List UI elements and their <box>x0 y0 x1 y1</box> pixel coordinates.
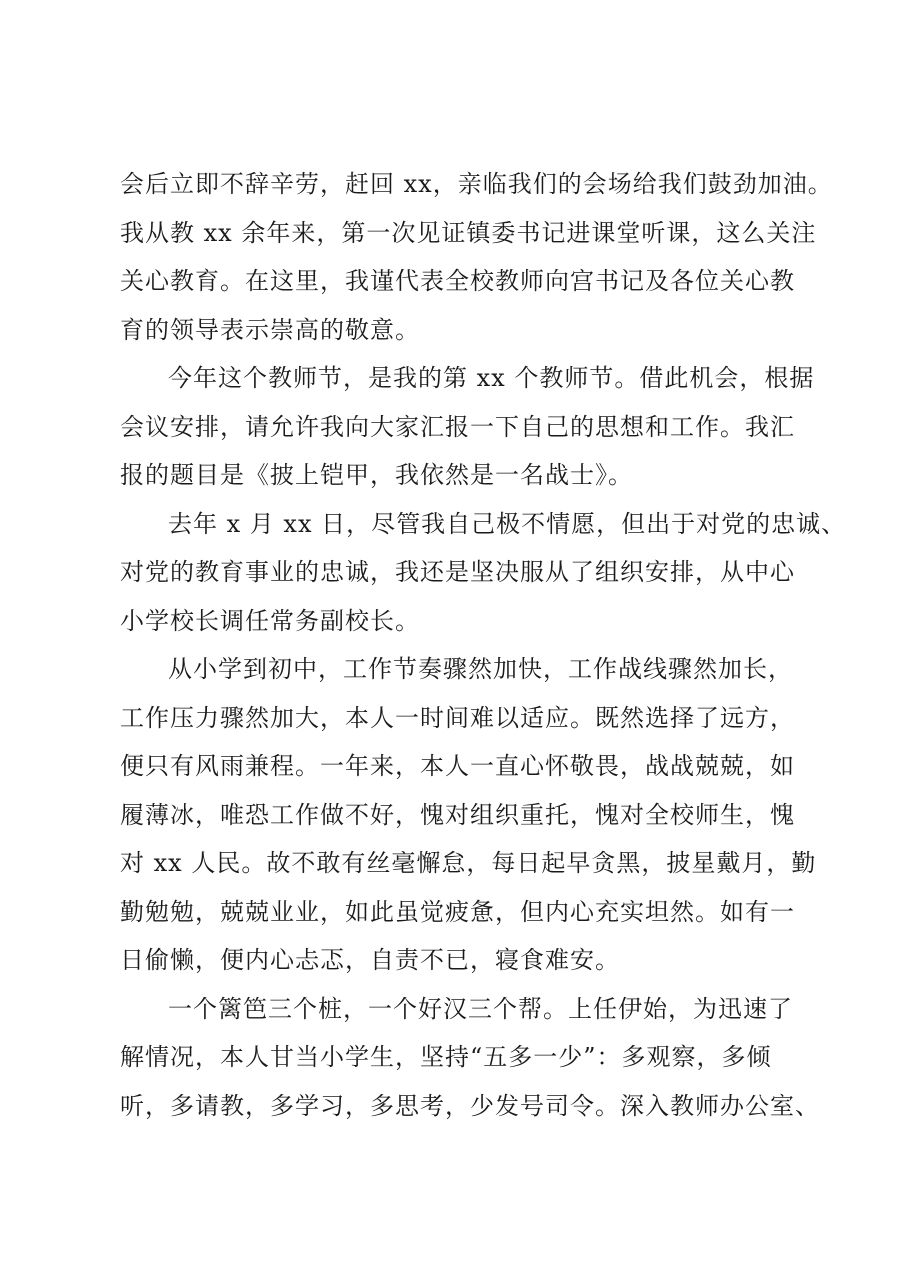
text-line: 会议安排，请允许我向大家汇报一下自己的思想和工作。我汇 <box>120 412 795 441</box>
text-line: 报的题目是《披上铠甲，我依然是一名战士》。 <box>120 461 633 489</box>
text-line: 听，多请教，多学习，多思考，少发号司令。深入教师办公室、 <box>120 1091 820 1120</box>
text-line: 对党的教育事业的忠诚，我还是坚决服从了组织安排，从中心 <box>120 558 795 586</box>
text-line: 解情况，本人甘当小学生，坚持“五多一少”：多观察，多倾 <box>120 1043 772 1071</box>
text-line: 勤勉勉，兢兢业业，如此虽觉疲惫，但内心充实坦然。如有一 <box>120 897 795 926</box>
text-line: 对 xx 人民。故不敢有丝毫懈怠，每日起早贪黑，披星戴月，勤 <box>120 849 817 877</box>
document-body <box>120 160 847 1130</box>
text-line: 便只有风雨兼程。一年来，本人一直心怀敬畏，战战兢兢，如 <box>120 752 795 780</box>
text-line: 履薄冰，唯恐工作做不好，愧对组织重托，愧对全校师生，愧 <box>120 800 795 829</box>
paragraph-first-line: 一个篱笆三个桩，一个好汉三个帮。上任伊始，为迅速了 <box>168 994 793 1023</box>
text-line: 我从教 xx 余年来，第一次见证镇委书记进课堂听课，这么关注 <box>120 218 817 247</box>
text-line: 会后立即不辞辛劳，赶回 xx，亲临我们的会场给我们鼓劲加油。 <box>120 170 833 198</box>
text-line: 工作压力骤然加大，本人一时间难以适应。既然选择了远方， <box>120 703 795 732</box>
text-line: 关心教育。在这里，我谨代表全校教师向宫书记及各位关心教 <box>120 267 795 295</box>
paragraph-first-line: 今年这个教师节，是我的第 xx 个教师节。借此机会，根据 <box>168 364 815 392</box>
paragraph-first-line: 从小学到初中，工作节奏骤然加快，工作战线骤然加长， <box>168 655 793 683</box>
text-line: 育的领导表示崇高的敬意。 <box>120 315 420 344</box>
text-line: 小学校长调任常务副校长。 <box>120 606 420 635</box>
text-line: 日偷懒，便内心忐忑，自责不已，寝食难安。 <box>120 946 620 974</box>
paragraph-first-line: 去年 x 月 xx 日，尽管我自己极不情愿，但出于对党的忠诚、 <box>168 509 847 538</box>
